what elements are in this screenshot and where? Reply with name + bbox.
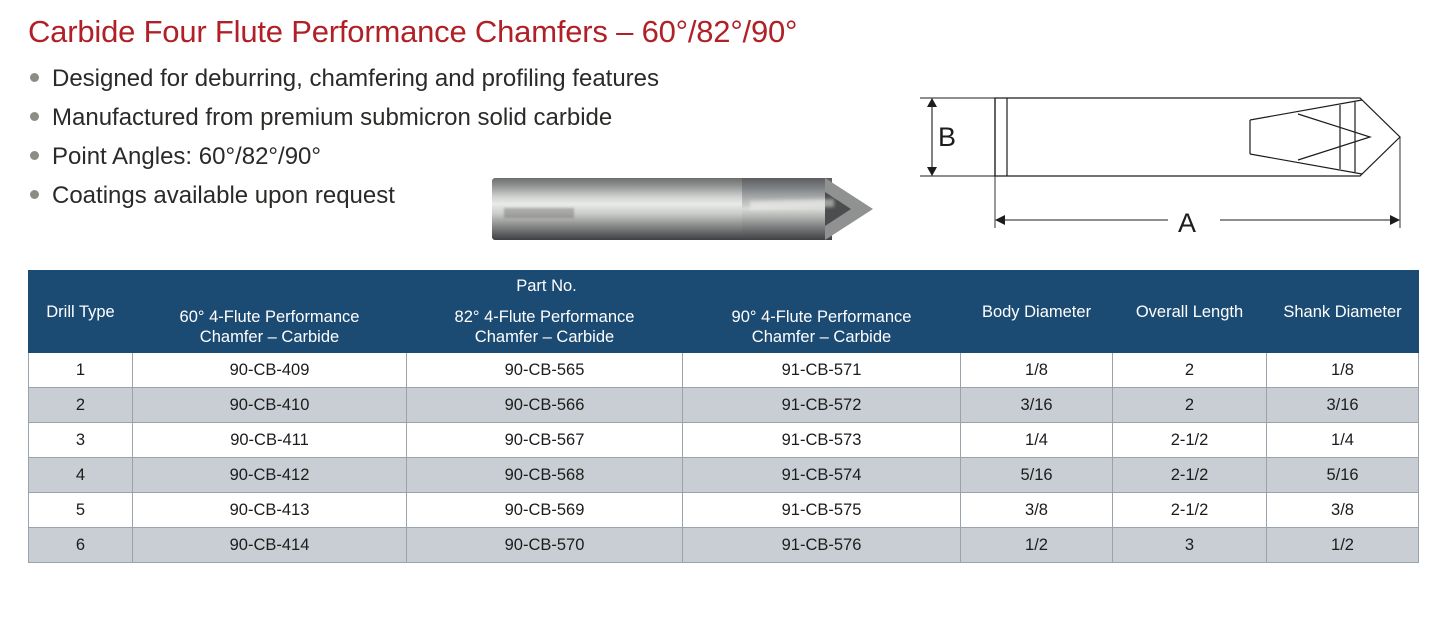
cell-drill-type: 4 <box>29 458 133 493</box>
col-header-60deg-line2: Chamfer – Carbide <box>199 328 340 346</box>
tool-point-inner <box>825 192 851 226</box>
bullet-text: Designed for deburring, chamfering and profiling features <box>52 65 660 92</box>
table-row <box>29 458 1419 493</box>
cell-part-90: 91-CB-571 <box>683 353 961 388</box>
cell-part-82: 90-CB-570 <box>407 528 683 563</box>
col-header-90deg-line1: 90° 4-Flute Performance <box>731 308 912 326</box>
cell-part-90: 91-CB-572 <box>683 388 961 423</box>
col-header-82deg-line1: 82° 4-Flute Performance <box>454 308 635 326</box>
spec-table-wrapper <box>28 270 1418 563</box>
bullet-dot-icon <box>30 73 39 82</box>
dimension-diagram-svg <box>900 80 1430 255</box>
cell-drill-type: 1 <box>29 353 133 388</box>
cell-body-diameter: 3/8 <box>961 493 1113 528</box>
list-item <box>30 140 730 174</box>
page-title: Carbide Four Flute Performance Chamfers – 60°/82°/90° <box>28 14 798 49</box>
arrow-right <box>1390 215 1400 225</box>
cell-body-diameter: 3/16 <box>961 388 1113 423</box>
list-item <box>30 62 730 96</box>
arrow-down <box>927 167 937 176</box>
cell-body-diameter: 5/16 <box>961 458 1113 493</box>
cell-part-90: 91-CB-574 <box>683 458 961 493</box>
col-header-82deg <box>407 302 683 353</box>
cell-shank-diameter: 5/16 <box>1267 458 1419 493</box>
table-row <box>29 493 1419 528</box>
col-header-82deg-line2: Chamfer – Carbide <box>474 328 615 346</box>
col-header-60deg-line1: 60° 4-Flute Performance <box>179 308 360 326</box>
cell-shank-diameter: 3/8 <box>1267 493 1419 528</box>
cell-shank-diameter: 1/8 <box>1267 353 1419 388</box>
cell-overall-length: 3 <box>1113 528 1267 563</box>
col-header-part-no: Part No. <box>133 271 961 302</box>
cell-part-82: 90-CB-568 <box>407 458 683 493</box>
header-row-group <box>29 271 1419 302</box>
bullet-dot-icon <box>30 112 39 121</box>
spec-table-body <box>29 353 1419 563</box>
list-item <box>30 101 730 135</box>
col-header-overall-length: Overall Length <box>1113 271 1267 353</box>
table-row <box>29 528 1419 563</box>
cell-overall-length: 2 <box>1113 353 1267 388</box>
bullet-dot-icon <box>30 190 39 199</box>
bullet-text: Coatings available upon request <box>52 182 395 209</box>
col-header-90deg <box>683 302 961 353</box>
cell-part-90: 91-CB-573 <box>683 423 961 458</box>
arrow-left <box>995 215 1005 225</box>
table-row <box>29 423 1419 458</box>
cell-part-60: 90-CB-409 <box>133 353 407 388</box>
cell-body-diameter: 1/4 <box>961 423 1113 458</box>
arrow-up <box>927 98 937 107</box>
cell-overall-length: 2-1/2 <box>1113 458 1267 493</box>
cell-part-82: 90-CB-566 <box>407 388 683 423</box>
cell-part-60: 90-CB-411 <box>133 423 407 458</box>
cell-drill-type: 3 <box>29 423 133 458</box>
cell-body-diameter: 1/2 <box>961 528 1113 563</box>
cell-part-60: 90-CB-410 <box>133 388 407 423</box>
col-header-60deg <box>133 302 407 353</box>
bullet-dot-icon <box>30 151 39 160</box>
col-header-body-diameter: Body Diameter <box>961 271 1113 353</box>
table-row <box>29 353 1419 388</box>
cell-part-82: 90-CB-567 <box>407 423 683 458</box>
bullet-text: Manufactured from premium submicron solid carbide <box>52 104 613 131</box>
cell-overall-length: 2-1/2 <box>1113 423 1267 458</box>
cell-body-diameter: 1/8 <box>961 353 1113 388</box>
diagram-label-b: B <box>938 122 957 152</box>
cell-shank-diameter: 3/16 <box>1267 388 1419 423</box>
diagram-label-a: A <box>1178 208 1197 238</box>
col-header-90deg-line2: Chamfer – Carbide <box>751 328 892 346</box>
spec-table-head <box>29 271 1419 353</box>
cell-drill-type: 6 <box>29 528 133 563</box>
bullet-text: Point Angles: 60°/82°/90° <box>52 143 321 170</box>
tool-flute-body <box>742 178 832 240</box>
cell-overall-length: 2 <box>1113 388 1267 423</box>
col-header-drill-type: Drill Type <box>29 271 133 353</box>
cell-drill-type: 5 <box>29 493 133 528</box>
cell-part-90: 91-CB-576 <box>683 528 961 563</box>
col-header-shank-diameter: Shank Diameter <box>1267 271 1419 353</box>
cell-part-60: 90-CB-412 <box>133 458 407 493</box>
cell-overall-length: 2-1/2 <box>1113 493 1267 528</box>
cell-part-60: 90-CB-414 <box>133 528 407 563</box>
cell-drill-type: 2 <box>29 388 133 423</box>
cell-shank-diameter: 1/4 <box>1267 423 1419 458</box>
cell-part-60: 90-CB-413 <box>133 493 407 528</box>
cell-part-82: 90-CB-565 <box>407 353 683 388</box>
cell-part-82: 90-CB-569 <box>407 493 683 528</box>
cell-shank-diameter: 1/2 <box>1267 528 1419 563</box>
table-row <box>29 388 1419 423</box>
chamfer-tool-photo <box>492 170 874 248</box>
spec-table <box>28 270 1419 563</box>
cell-part-90: 91-CB-575 <box>683 493 961 528</box>
dimension-diagram <box>900 80 1430 255</box>
